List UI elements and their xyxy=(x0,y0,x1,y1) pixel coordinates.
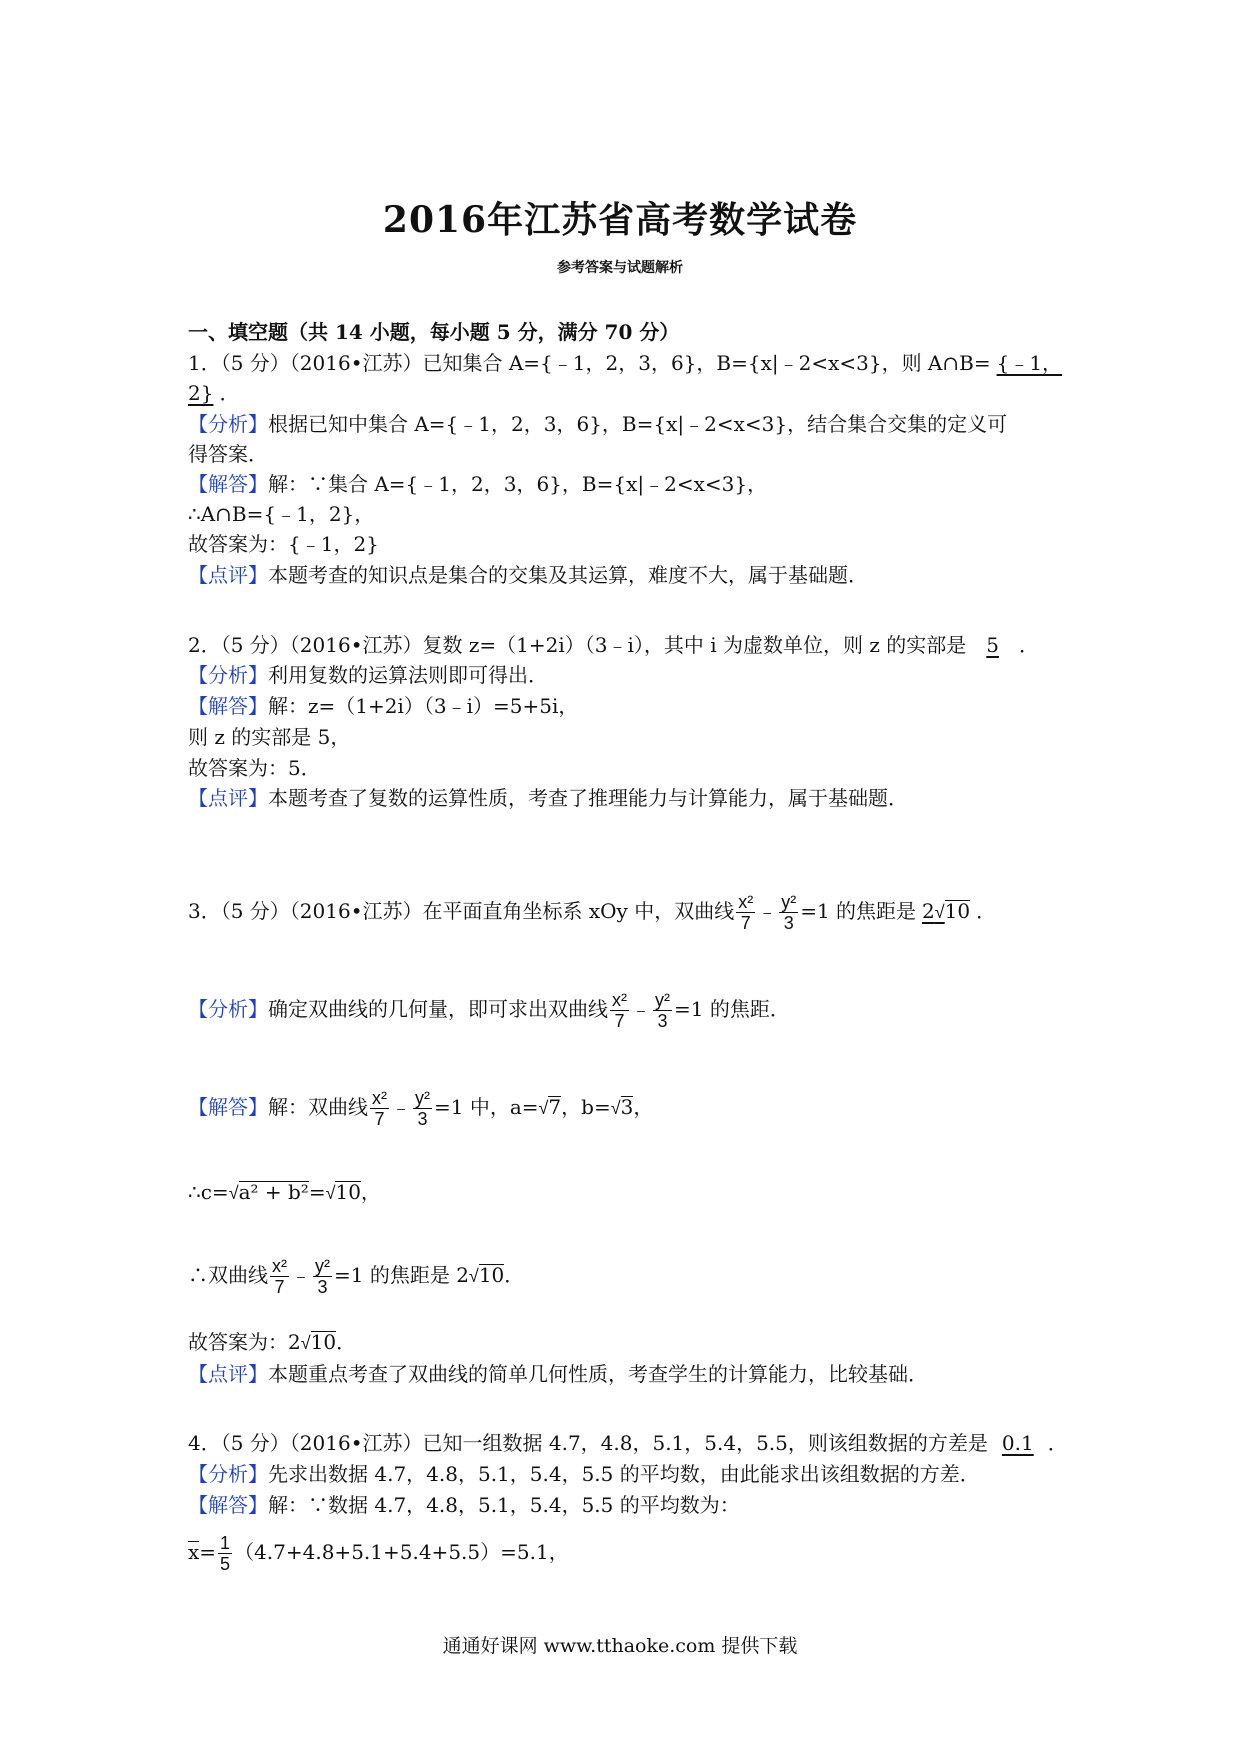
q2-solution-step: 则 z 的实部是 5， xyxy=(188,725,351,749)
q4-answer: 0.1 xyxy=(1001,1431,1034,1455)
solution-tag: 【解答】 xyxy=(188,1095,268,1119)
q1-stem: 1．（5 分）（2016•江苏）已知集合 A={﹣1，2，3，6}，B={x|﹣2<x<3}，则 A∩B= {﹣1， xyxy=(188,349,1068,377)
q1-stem-cont: 2} ． xyxy=(188,381,240,405)
analysis-tag: 【分析】 xyxy=(188,997,268,1021)
q2-answer: 5 xyxy=(986,633,999,657)
q1-analysis-cont: 得答案． xyxy=(188,442,268,466)
q1-answer-part1: {﹣1， xyxy=(996,351,1063,375)
sqrt-icon: √ xyxy=(468,1266,479,1286)
mean-x: x xyxy=(188,1540,200,1564)
analysis-tag: 【分析】 xyxy=(188,412,268,436)
sqrt-icon: √ xyxy=(325,1183,336,1203)
fraction-1-5: $\frac{1}{5}$ xyxy=(220,1533,231,1574)
sqrt-icon: √ xyxy=(300,1333,311,1353)
footer-credit: 通通好课网 www.tthaoke.com 提供下载 xyxy=(442,1635,798,1657)
q3-answer: 2√10 xyxy=(922,899,971,923)
q4-solution: 【解答】解：∵数据 4.7，4.8，5.1，5.4，5.5 的平均数为： xyxy=(188,1493,740,1517)
q2-solution: 【解答】解：z=（1+2i）（3﹣i）=5+5i， xyxy=(188,694,579,718)
q1-analysis: 【分析】根据已知中集合 A={﹣1，2，3，6}，B={x|﹣2<x<3}，结合集合交集的定义可 xyxy=(188,412,1008,436)
sqrt-icon: √ xyxy=(934,902,945,922)
q2-final: 故答案为：5． xyxy=(188,756,321,780)
q1-solution-step: ∴A∩B={﹣1，2}， xyxy=(188,502,375,526)
comment-tag: 【点评】 xyxy=(188,786,268,810)
q2-stem: 2．（5 分）（2016•江苏）复数 z=（1+2i）（3﹣i），其中 i 为虚数单位，则 z 的实部是 5 ． xyxy=(188,633,1039,657)
q4-analysis: 【分析】先求出数据 4.7，4.8，5.1，5.4，5.5 的平均数，由此能求出该组数据的方差． xyxy=(188,1462,980,1486)
section-heading: 一、填空题（共 14 小题，每小题 5 分，满分 70 分） xyxy=(188,320,680,344)
sqrt-icon: √ xyxy=(538,1098,549,1118)
analysis-tag: 【分析】 xyxy=(188,663,268,687)
q3-stem: 3．（5 分）（2016•江苏）在平面直角坐标系 xOy 中，双曲线 $\frac{\text{x²}}{7}$ ﹣ $\frac{\text{y²}}{3}$ =1 的焦距是 2√10 ． xyxy=(188,892,997,933)
q3-solution: 【解答】解：双曲线 $\frac{\text{x²}}{7}$ ﹣ $\frac{\text{y²}}{3}$ =1 中，a=√7，b=√3， xyxy=(188,1088,654,1129)
sqrt-icon: √ xyxy=(228,1183,239,1203)
q1-solution: 【解答】解：∵集合 A={﹣1，2，3，6}，B={x|﹣2<x<3}， xyxy=(188,472,768,496)
q4-mean: x= $\frac{1}{5}$ （4.7+4.8+5.1+5.4+5.5）=5.1， xyxy=(188,1533,569,1574)
q1-answer-part2: 2} xyxy=(188,381,214,405)
q3-final: 故答案为：2√10． xyxy=(188,1330,357,1354)
q3-comment: 【点评】本题重点考查了双曲线的简单几何性质，考查学生的计算能力，比较基础． xyxy=(188,1362,928,1386)
fraction-y2-3: $\frac{\text{y²}}{3}$ xyxy=(781,892,797,933)
sqrt-icon: √ xyxy=(610,1098,621,1118)
q3-focal: ∴双曲线 $\frac{\text{x²}}{7}$ ﹣ $\frac{\text{y²}}{3}$ =1 的焦距是 2√10． xyxy=(188,1256,525,1297)
q2-comment: 【点评】本题考查了复数的运算性质，考查了推理能力与计算能力，属于基础题． xyxy=(188,786,908,810)
fraction-x2-7: $\frac{\text{x²}}{7}$ xyxy=(612,990,627,1031)
fraction-x2-7: $\frac{\text{x²}}{7}$ xyxy=(372,1088,387,1129)
q1-final: 故答案为：{﹣1，2} xyxy=(188,532,379,556)
comment-tag: 【点评】 xyxy=(188,563,268,587)
page-subtitle: 参考答案与试题解析 xyxy=(557,260,683,276)
page-title: 2016年江苏省高考数学试卷 xyxy=(382,199,858,241)
q1-comment: 【点评】本题考查的知识点是集合的交集及其运算，难度不大，属于基础题． xyxy=(188,563,868,587)
solution-tag: 【解答】 xyxy=(188,694,268,718)
solution-tag: 【解答】 xyxy=(188,1493,268,1517)
q3-analysis: 【分析】确定双曲线的几何量，即可求出双曲线 $\frac{\text{x²}}{7}$ ﹣ $\frac{\text{y²}}{3}$ =1 的焦距． xyxy=(188,990,790,1031)
analysis-tag: 【分析】 xyxy=(188,1462,268,1486)
fraction-y2-3: $\frac{\text{y²}}{3}$ xyxy=(655,990,670,1031)
q4-stem: 4．（5 分）（2016•江苏）已知一组数据 4.7，4.8，5.1，5.4，5.5，则该组数据的方差是 0.1 ． xyxy=(188,1431,1068,1455)
q2-analysis: 【分析】利用复数的运算法则即可得出． xyxy=(188,663,548,687)
q3-c-value: ∴c=√a² + b²=√10， xyxy=(188,1180,381,1204)
comment-tag: 【点评】 xyxy=(188,1362,268,1386)
fraction-y2-3: $\frac{\text{y²}}{3}$ xyxy=(415,1088,430,1129)
fraction-x2-7: $\frac{\text{x²}}{7}$ xyxy=(738,892,754,933)
fraction-y2-3: $\frac{\text{y²}}{3}$ xyxy=(315,1256,330,1297)
fraction-x2-7: $\frac{\text{x²}}{7}$ xyxy=(272,1256,287,1297)
solution-tag: 【解答】 xyxy=(188,472,268,496)
